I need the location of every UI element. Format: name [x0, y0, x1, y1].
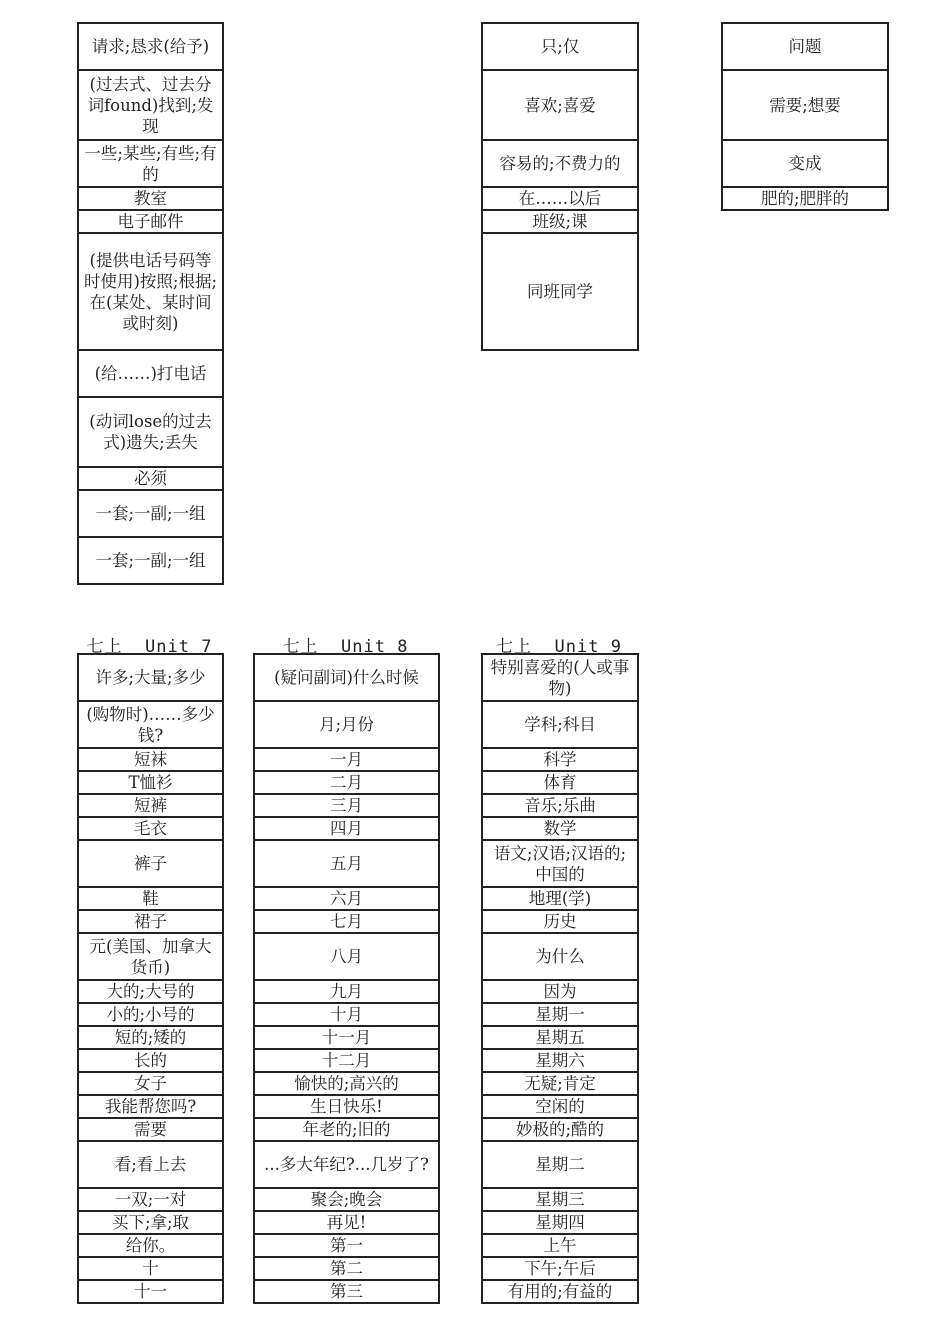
vocab-cell: 无疑;肯定 [482, 1072, 638, 1095]
vocab-cell: 再见! [254, 1211, 439, 1234]
vocab-cell: 学科;科目 [482, 701, 638, 748]
vocab-cell: 短袜 [78, 748, 223, 771]
vocab-cell: (提供电话号码等时使用)按照;根据;在(某处、某时间或时刻) [78, 233, 223, 350]
vocab-table-top-middle [481, 22, 639, 351]
vocab-cell: ...多大年纪?...几岁了? [254, 1141, 439, 1188]
vocab-cell: 第三 [254, 1280, 439, 1303]
vocab-cell: 下午;午后 [482, 1257, 638, 1280]
unit9-table [481, 653, 639, 1304]
vocab-cell: 愉快的;高兴的 [254, 1072, 439, 1095]
vocab-cell: 一月 [254, 748, 439, 771]
vocab-cell: 十月 [254, 1003, 439, 1026]
vocab-cell: 裙子 [78, 910, 223, 933]
vocab-cell: 九月 [254, 980, 439, 1003]
vocab-cell: 星期五 [482, 1026, 638, 1049]
vocab-cell: 星期六 [482, 1049, 638, 1072]
vocab-cell: 特别喜爱的(人或事物) [482, 654, 638, 701]
vocab-cell: 有用的;有益的 [482, 1280, 638, 1303]
vocab-cell: 长的 [78, 1049, 223, 1072]
vocab-cell: 六月 [254, 887, 439, 910]
vocab-cell: 一双;一对 [78, 1188, 223, 1211]
vocab-cell: 给你。 [78, 1234, 223, 1257]
unit7-table [77, 653, 224, 1304]
vocab-cell: 音乐;乐曲 [482, 794, 638, 817]
vocab-table-top-left [77, 22, 224, 585]
vocab-cell: 语文;汉语;汉语的;中国的 [482, 840, 638, 887]
vocab-cell: 必须 [78, 467, 223, 490]
vocab-cell: 科学 [482, 748, 638, 771]
unit8-table [253, 653, 440, 1304]
vocab-cell: 班级;课 [482, 210, 638, 233]
vocab-cell: 教室 [78, 187, 223, 210]
vocab-cell: 年老的;旧的 [254, 1118, 439, 1141]
vocab-cell: 在……以后 [482, 187, 638, 210]
vocab-cell: 第一 [254, 1234, 439, 1257]
vocab-cell: 星期四 [482, 1211, 638, 1234]
vocab-cell: 因为 [482, 980, 638, 1003]
vocab-table-top-right [721, 22, 889, 211]
vocab-cell: 一套;一副;一组 [78, 537, 223, 584]
vocab-cell: 看;看上去 [78, 1141, 223, 1188]
vocab-cell: 裤子 [78, 840, 223, 887]
vocab-cell: 短的;矮的 [78, 1026, 223, 1049]
vocab-cell: 历史 [482, 910, 638, 933]
vocab-cell: 八月 [254, 933, 439, 980]
vocab-cell: (给……)打电话 [78, 350, 223, 397]
vocab-cell: 一些;某些;有些;有的 [78, 140, 223, 187]
unit9-header: 七上 Unit 9 [496, 637, 622, 657]
vocab-cell: T恤衫 [78, 771, 223, 794]
vocab-cell: (购物时)……多少钱? [78, 701, 223, 748]
vocab-cell: 需要 [78, 1118, 223, 1141]
vocab-cell: 元(美国、加拿大货币) [78, 933, 223, 980]
vocab-cell: 四月 [254, 817, 439, 840]
vocab-cell: 十 [78, 1257, 223, 1280]
vocab-cell: 空闲的 [482, 1095, 638, 1118]
vocab-cell: 问题 [722, 23, 888, 70]
vocab-cell: (疑问副词)什么时候 [254, 654, 439, 701]
vocab-cell: 变成 [722, 140, 888, 187]
vocab-cell: 女子 [78, 1072, 223, 1095]
vocab-cell: 一套;一副;一组 [78, 490, 223, 537]
vocab-cell: 二月 [254, 771, 439, 794]
vocab-cell: 生日快乐! [254, 1095, 439, 1118]
vocab-cell: 为什么 [482, 933, 638, 980]
vocab-cell: 十一月 [254, 1026, 439, 1049]
unit8-header: 七上 Unit 8 [282, 637, 409, 657]
vocab-cell: 五月 [254, 840, 439, 887]
vocab-cell: 电子邮件 [78, 210, 223, 233]
vocab-cell: 大的;大号的 [78, 980, 223, 1003]
vocab-cell: 聚会;晚会 [254, 1188, 439, 1211]
vocab-cell: 三月 [254, 794, 439, 817]
vocab-cell: 妙极的;酷的 [482, 1118, 638, 1141]
vocab-cell: 买下;拿;取 [78, 1211, 223, 1234]
vocab-cell: (动词lose的过去式)遗失;丢失 [78, 397, 223, 467]
vocab-cell: 喜欢;喜爱 [482, 70, 638, 140]
vocab-cell: 星期三 [482, 1188, 638, 1211]
vocab-cell: 只;仅 [482, 23, 638, 70]
vocab-cell: 第二 [254, 1257, 439, 1280]
vocab-cell: 上午 [482, 1234, 638, 1257]
vocab-cell: 十一 [78, 1280, 223, 1303]
unit7-header: 七上 Unit 7 [86, 637, 213, 657]
vocab-cell: 请求;恳求(给予) [78, 23, 223, 70]
vocab-cell: 星期二 [482, 1141, 638, 1188]
vocab-cell: 十二月 [254, 1049, 439, 1072]
vocab-cell: 体育 [482, 771, 638, 794]
vocab-cell: (过去式、过去分词found)找到;发现 [78, 70, 223, 140]
vocab-cell: 肥的;肥胖的 [722, 187, 888, 210]
vocab-cell: 月;月份 [254, 701, 439, 748]
vocab-cell: 地理(学) [482, 887, 638, 910]
vocab-cell: 短裤 [78, 794, 223, 817]
vocab-cell: 我能帮您吗? [78, 1095, 223, 1118]
vocab-cell: 需要;想要 [722, 70, 888, 140]
vocab-cell: 同班同学 [482, 233, 638, 350]
vocab-cell: 许多;大量;多少 [78, 654, 223, 701]
vocab-cell: 鞋 [78, 887, 223, 910]
vocab-cell: 容易的;不费力的 [482, 140, 638, 187]
vocab-cell: 毛衣 [78, 817, 223, 840]
vocab-cell: 小的;小号的 [78, 1003, 223, 1026]
vocab-cell: 星期一 [482, 1003, 638, 1026]
vocab-cell: 数学 [482, 817, 638, 840]
vocab-cell: 七月 [254, 910, 439, 933]
